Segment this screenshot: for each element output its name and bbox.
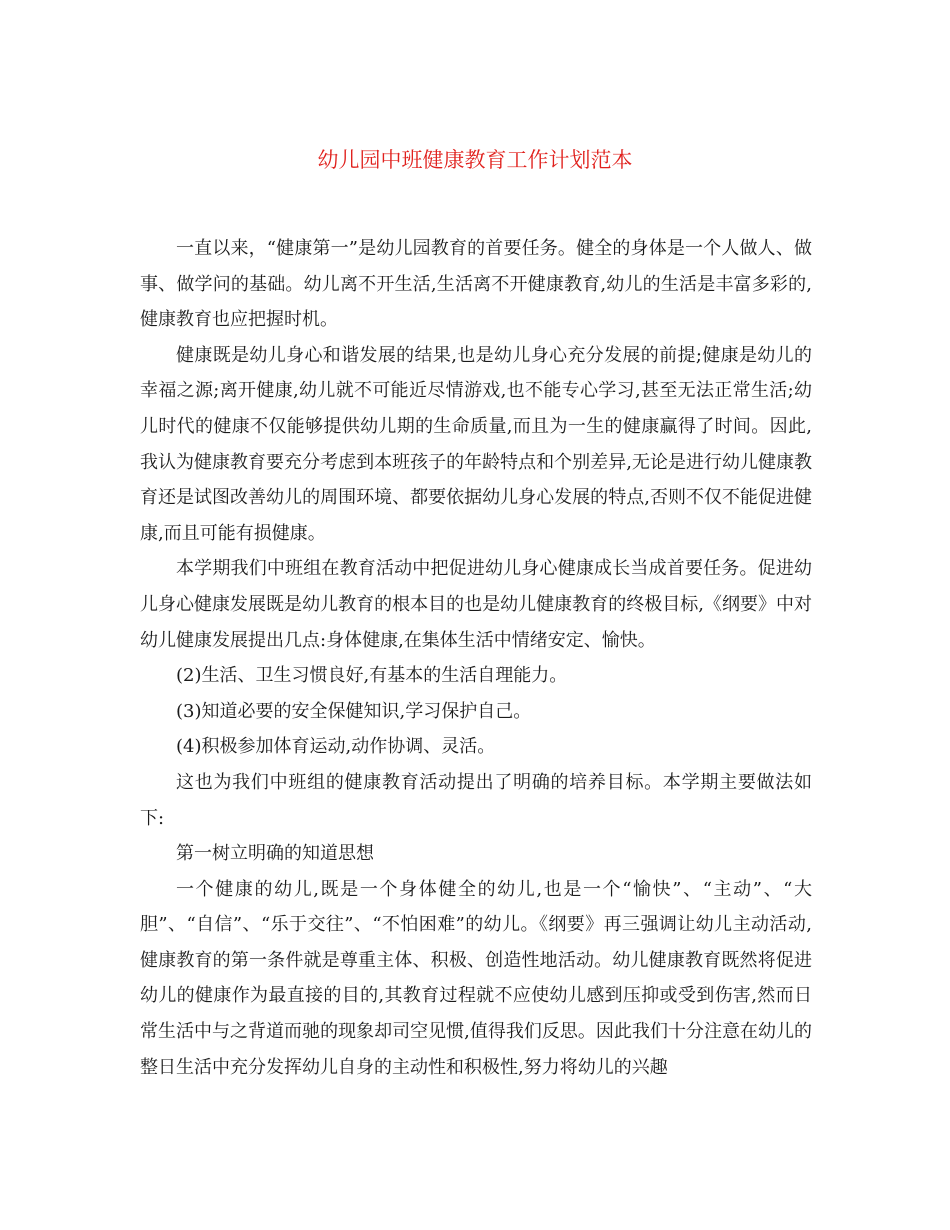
- paragraph-semester-goal: 本学期我们中班组在教育活动中把促进幼儿身心健康成长当成首要任务。促进幼儿身心健康发展既是幼儿教育的根本目的也是幼儿健康教育的终极目标,《纲要》中对幼儿健康发展提出几点:身体健康,在集体生活中情绪安定、愉快。: [140, 558, 812, 651]
- paragraph-methods-intro: 这也为我们中班组的健康教育活动提出了明确的培养目标。本学期主要做法如下:: [140, 771, 812, 829]
- paragraph-intro: 一直以来，“健康第一”是幼儿园教育的首要任务。健全的身体是一个人做人、做事、做学问的基础。幼儿离不开生活,生活离不开健康教育,幼儿的生活是丰富多彩的,健康教育也应把握时机。: [140, 238, 812, 331]
- document-title: 幼儿园中班健康教育工作计划范本: [317, 148, 633, 172]
- document-body: [140, 231, 812, 1085]
- paragraph-health-importance: 健康既是幼儿身心和谐发展的结果,也是幼儿身心充分发展的前提;健康是幼儿的幸福之源;离开健康,幼儿就不可能近尽情游戏,也不能专心学习,甚至无法正常生活;幼儿时代的健康不仅能够提供幼儿期的生命质量,而且为一生的健康赢得了时间。因此,我认为健康教育要充分考虑到本班孩子的年龄特点和个别差异,无论是进行幼儿健康教育还是试图改善幼儿的周围环境、都要依据幼儿身心发展的特点,否则不仅不能促进健康,而且可能有损健康。: [140, 344, 812, 544]
- paragraph-goal-2: (2)生活、卫生习惯良好,有基本的生活自理能力。: [176, 665, 568, 687]
- paragraph-goal-4: (4)积极参加体育运动,动作协调、灵活。: [176, 736, 496, 758]
- section-heading-1: 第一树立明确的知道思想: [176, 843, 374, 865]
- paragraph-goal-3: (3)知道必要的安全保健知识,学习保护自己。: [176, 700, 532, 722]
- paragraph-healthy-child: 一个健康的幼儿,既是一个身体健全的幼儿,也是一个“愉快”、“主动”、“大胆”、“自信”、“乐于交往”、“不怕困难”的幼儿。《纲要》再三强调让幼儿主动活动,健康教育的第一条件就是尊重主体、积极、创造性地活动。幼儿健康教育既然将促进幼儿的健康作为最直接的目的,其教育过程就不应使幼儿感到压抑或受到伤害,然而日常生活中与之背道而驰的现象却司空见惯,值得我们反思。因此我们十分注意在幼儿的整日生活中充分发挥幼儿自身的主动性和积极性,努力将幼儿的兴趣: [140, 878, 812, 1078]
